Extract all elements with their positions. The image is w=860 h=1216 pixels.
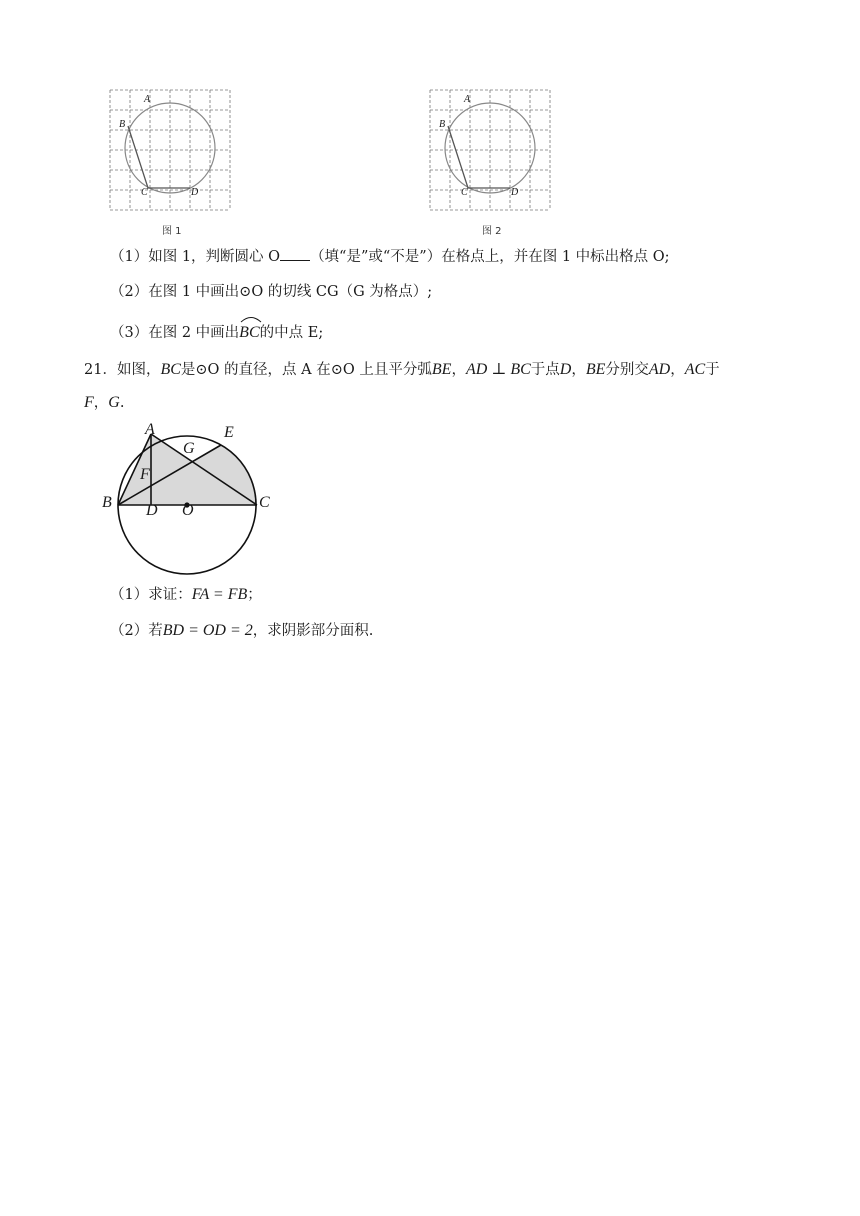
arc-icon: [239, 315, 263, 323]
arc-bc: [239, 318, 259, 344]
q20-p2-text: （2）在图 1 中画出⊙O 的切线 CG（G 为格点）;: [110, 284, 433, 300]
math-ad: AD: [648, 361, 671, 378]
q21-stem-line-2: [84, 392, 124, 414]
q21-p1-text-a: （1）求证：: [110, 587, 192, 603]
math-f: F: [84, 394, 94, 411]
q21-text-4: 分别交: [605, 362, 649, 378]
q21-label-o: O: [182, 502, 194, 519]
comma: ，: [571, 362, 586, 378]
q21-stem-line-1: [84, 359, 720, 381]
math-ad-perp-bc: AD ⊥ BC: [465, 361, 531, 378]
fig2-label-a: A: [464, 94, 471, 105]
q21-part-2: [110, 620, 373, 642]
fig1-label-d: D: [191, 187, 199, 198]
period: .: [119, 395, 125, 411]
math-be-2: BE: [585, 361, 606, 378]
math-ac: AC: [684, 361, 706, 378]
fig1-label-b: B: [119, 119, 126, 130]
answer-blank: [280, 246, 310, 261]
comma: ，: [93, 395, 109, 411]
fig1-label-a: A: [144, 94, 151, 105]
math-bc: BC: [160, 361, 181, 378]
q21-part-1: [110, 584, 262, 606]
fig2-label-c: C: [461, 187, 468, 198]
q21-text-2: 是⊙O 的直径，点 A 在⊙O 上且平分弧: [180, 362, 432, 378]
q21-p2-text-a: （2）若: [110, 623, 163, 639]
q20-p1-text-b: （填“是”或“不是”）在格点上，并在图 1 中标出格点 O;: [310, 249, 670, 265]
math-fa-eq-fb: FA = FB: [191, 586, 248, 603]
q21-label-g: G: [183, 440, 195, 457]
figure-2-grid-circle: [428, 88, 554, 214]
math-be: BE: [431, 361, 452, 378]
comma: ，: [670, 362, 685, 378]
q20-p3-text-a: （3）在图 2 中画出: [110, 325, 240, 341]
q20-part-3: [110, 318, 323, 344]
q21-label-b: B: [102, 494, 112, 511]
fig2-label-b: B: [439, 119, 446, 130]
q21-label-c: C: [259, 494, 270, 511]
q21-label-d: D: [146, 502, 158, 519]
q21-text-5: 于: [705, 362, 720, 378]
math-bd-eq-od: BD = OD = 2: [162, 622, 253, 639]
q21-label-f: F: [140, 466, 150, 483]
figure-1-grid-circle: [108, 88, 234, 214]
fig2-label-d: D: [511, 187, 519, 198]
q21-number: 21．如图，: [84, 362, 161, 378]
q21-p2-text-b: ，求阴影部分面积.: [252, 623, 374, 639]
q20-part-1: [110, 246, 670, 268]
fig1-label-c: C: [141, 187, 148, 198]
q20-p1-text-a: （1）如图 1，判断圆心 O: [110, 249, 281, 265]
math-g: G: [108, 394, 120, 411]
comma: ，: [451, 362, 466, 378]
figure-1-caption: 图 1: [162, 226, 182, 237]
q21-label-a: A: [145, 421, 155, 438]
q20-p3-text-b: 的中点 E;: [259, 325, 324, 341]
q21-label-e: E: [224, 424, 234, 441]
q20-part-2: [110, 281, 432, 303]
arc-bc-label: BC: [239, 324, 260, 341]
math-d: D: [559, 361, 572, 378]
q21-p1-text-b: ；: [247, 587, 262, 603]
figure-2-caption: 图 2: [482, 226, 502, 237]
q21-text-3: 于点: [530, 362, 560, 378]
